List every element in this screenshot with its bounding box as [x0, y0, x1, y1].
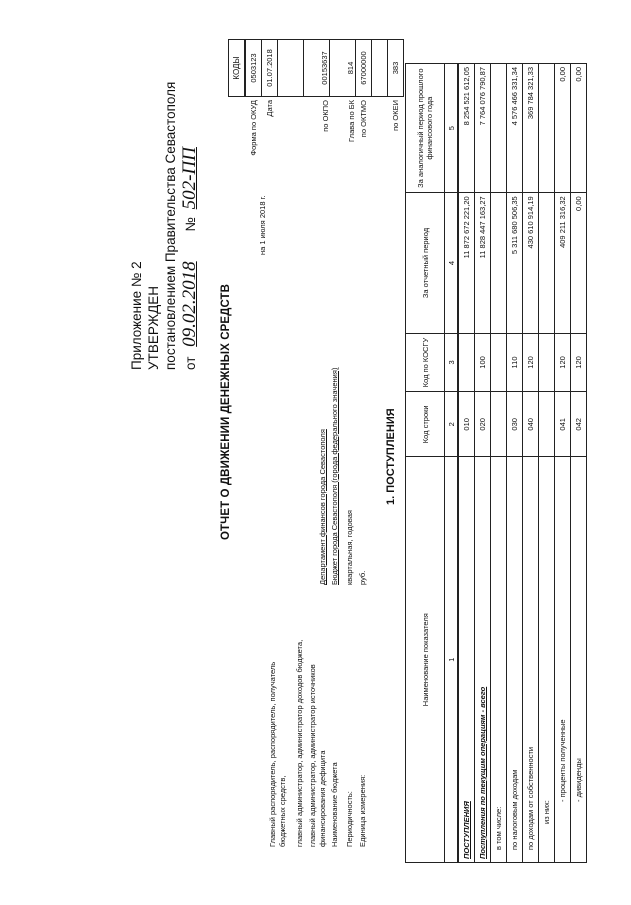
codes-row [356, 40, 372, 174]
period-label: Периодичность: [345, 791, 354, 847]
codes-label: Дата [265, 100, 274, 117]
codes-value: 00153637 [304, 40, 330, 97]
codes-row [262, 40, 278, 174]
codes-label [278, 97, 304, 174]
approval-number: 502-ПП [179, 147, 200, 210]
row-name: в том числе: [491, 457, 507, 863]
row-current: 409 211 316,32 [555, 193, 571, 333]
manager-label-line: бюджетных средств, [278, 775, 287, 847]
row-kosgu [491, 333, 507, 392]
manager-label-line: Главный распорядитель, распорядитель, получатель [268, 661, 277, 847]
row-name: ПОСТУПЛЕНИЯ [458, 457, 475, 863]
table-row [458, 64, 475, 863]
row-previous: 369 784 321,33 [523, 64, 539, 193]
row-kosgu: 110 [507, 333, 523, 392]
row-current: 11 828 447 163,27 [475, 193, 491, 333]
codes-value: 814 [330, 40, 356, 97]
row-code: 010 [458, 392, 475, 457]
codes-value: 67000000 [356, 40, 372, 97]
number-label: № [183, 217, 198, 232]
col-number-row [445, 64, 459, 863]
codes-header: КОДЫ [229, 40, 246, 97]
row-previous: 4 576 466 331,34 [507, 64, 523, 193]
col-header-name: Наименование показателя [406, 457, 445, 863]
row-code [539, 392, 555, 457]
admin-sources-label-line: главный администратор, администратор источников [308, 664, 317, 847]
row-previous: 8 254 521 612,05 [458, 64, 475, 193]
col-header-line-code: Код строки [406, 392, 445, 457]
row-current: 11 872 672 221,20 [458, 193, 475, 333]
row-kosgu [458, 333, 475, 392]
row-name: - дивиденды [571, 457, 587, 863]
codes-label: по ОКЕИ [391, 100, 400, 131]
report-title: ОТЧЕТ О ДВИЖЕНИИ ДЕНЕЖНЫХ СРЕДСТВ [220, 283, 232, 540]
row-name: из них: [539, 457, 555, 863]
resolution-line: постановлением Правительства Севастополя [163, 81, 178, 370]
approval-date-line [181, 82, 199, 370]
row-kosgu: 120 [555, 333, 571, 392]
table-row [523, 64, 539, 863]
table-row [475, 64, 491, 863]
row-current: 430 610 914,19 [523, 193, 539, 333]
row-code: 020 [475, 392, 491, 457]
codes-value [278, 40, 304, 97]
approval-block [128, 82, 199, 370]
admin-income-label: главный администратор, администратор доходов бюджета, [295, 639, 304, 847]
col-number: 2 [445, 392, 459, 457]
row-current: 0,00 [571, 193, 587, 333]
row-kosgu: 120 [571, 333, 587, 392]
codes-row [372, 40, 388, 174]
row-code [491, 392, 507, 457]
col-header-current: За отчетный период [406, 193, 445, 333]
row-current: 5 311 680 506,35 [507, 193, 523, 333]
col-number: 1 [445, 457, 459, 863]
row-name: по налоговым доходам [507, 457, 523, 863]
row-kosgu: 100 [475, 333, 491, 392]
from-label: от [183, 356, 198, 370]
row-name: - проценты полученные [555, 457, 571, 863]
row-name: Поступления по текущим операциям - всего [475, 457, 491, 863]
table-row [507, 64, 523, 863]
codes-value [372, 40, 388, 97]
codes-row [330, 40, 356, 174]
admin-sources-label [308, 664, 328, 847]
admin-sources-value: Департамент финансов города Севастополя [318, 429, 327, 585]
row-kosgu [539, 333, 555, 392]
codes-value: 0503123 [245, 40, 262, 97]
section-title: 1. ПОСТУПЛЕНИЯ [385, 408, 397, 505]
codes-label: по ОКПО [320, 100, 330, 132]
codes-row [388, 40, 404, 174]
codes-table [228, 39, 404, 173]
col-header-kosgu: Код по КОСГУ [406, 333, 445, 392]
budget-value: Бюджет города Севастополя (города федерального значения) [330, 367, 339, 585]
unit-label: Единица измерения: [358, 774, 367, 847]
row-kosgu: 120 [523, 333, 539, 392]
receipts-table [405, 63, 587, 863]
codes-label [372, 97, 388, 174]
table-row [539, 64, 555, 863]
codes-row [304, 40, 330, 174]
row-code: 042 [571, 392, 587, 457]
row-previous [539, 64, 555, 193]
report-date: на 1 июля 2018 г. [258, 195, 267, 255]
table-row [571, 64, 587, 863]
manager-label [268, 662, 288, 847]
codes-value: 383 [388, 40, 404, 97]
row-name: по доходам от собственности [523, 457, 539, 863]
col-number: 4 [445, 193, 459, 333]
codes-header-row [229, 40, 246, 174]
row-code: 041 [555, 392, 571, 457]
codes-label: Форма по ОКУД [248, 100, 258, 156]
approved-line: УТВЕРЖДЕН [146, 285, 161, 370]
admin-sources-label-line: финансирования дефицита [318, 750, 327, 847]
row-previous: 7 764 076 790,87 [475, 64, 491, 193]
row-previous: 0,00 [555, 64, 571, 193]
row-code: 040 [523, 392, 539, 457]
col-header-previous: За аналогичный период прошлого финансового года [406, 64, 445, 193]
unit-value: руб. [358, 570, 367, 585]
table-row [555, 64, 571, 863]
table-header-row [406, 64, 445, 863]
row-previous [491, 64, 507, 193]
table-row [491, 64, 507, 863]
codes-label: Глава по БК [346, 100, 356, 142]
col-number: 3 [445, 333, 459, 392]
budget-label: Наименование бюджета [330, 762, 339, 847]
row-current [539, 193, 555, 333]
row-code: 030 [507, 392, 523, 457]
row-previous: 0,00 [571, 64, 587, 193]
appendix-line: Приложение № 2 [129, 261, 144, 370]
approval-date: 09.02.2018 [179, 261, 200, 347]
codes-row [278, 40, 304, 174]
period-value: квартальная, годовая [345, 510, 354, 585]
col-number: 5 [445, 64, 459, 193]
codes-label: по ОКТМО [359, 100, 368, 138]
row-current [491, 193, 507, 333]
codes-value: 01.07.2018 [262, 40, 278, 97]
codes-row [245, 40, 262, 174]
